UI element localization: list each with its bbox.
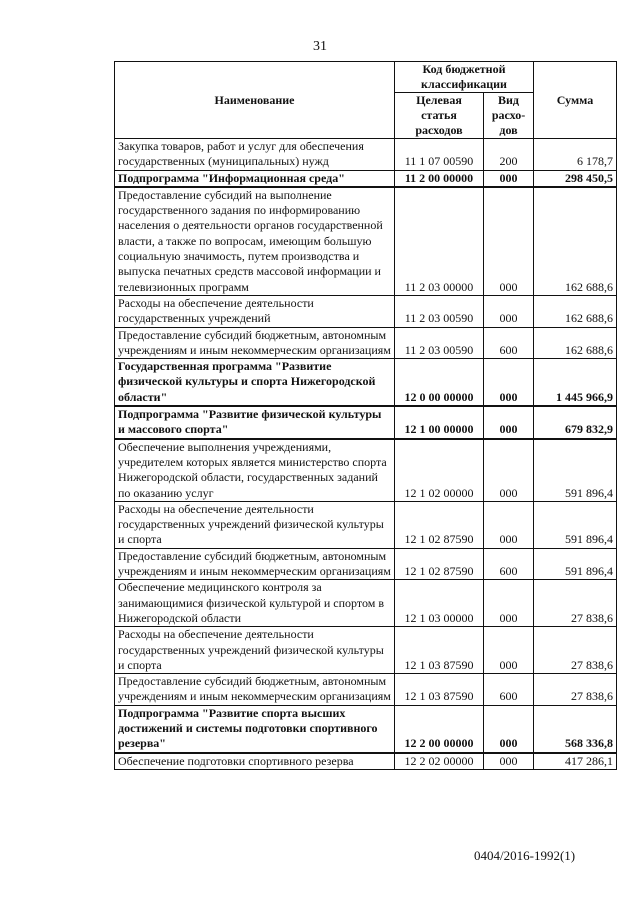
row-sum-cell: 162 688,6 xyxy=(534,187,617,296)
row-sum-cell: 162 688,6 xyxy=(534,295,617,327)
row-sum-cell: 27 838,6 xyxy=(534,674,617,706)
table-row xyxy=(115,406,617,439)
page-number: 31 xyxy=(313,39,327,54)
header-name: Наименование xyxy=(115,62,395,139)
row-code-cell: 11 2 00 00000 xyxy=(395,170,484,187)
row-type-cell: 200 xyxy=(484,139,534,171)
row-type-cell: 000 xyxy=(484,170,534,187)
table-row xyxy=(115,295,617,327)
table-row xyxy=(115,327,617,359)
row-name-cell: Предоставление субсидий бюджетным, автономным учреждениям и иным некоммерческим организациям xyxy=(115,674,395,706)
row-name-cell: Подпрограмма "Информационная среда" xyxy=(115,170,395,187)
row-code-cell: 11 2 03 00000 xyxy=(395,187,484,296)
row-sum-cell: 591 896,4 xyxy=(534,548,617,580)
header-type: Вид расхо-дов xyxy=(484,93,534,139)
row-code-cell: 12 2 00 00000 xyxy=(395,705,484,752)
row-type-cell: 600 xyxy=(484,327,534,359)
table-row xyxy=(115,501,617,548)
row-sum-cell: 1 445 966,9 xyxy=(534,359,617,406)
row-sum-cell: 298 450,5 xyxy=(534,170,617,187)
table-row xyxy=(115,170,617,187)
row-type-cell: 000 xyxy=(484,705,534,752)
table-body xyxy=(115,139,617,770)
row-sum-cell: 162 688,6 xyxy=(534,327,617,359)
table-row xyxy=(115,359,617,406)
row-code-cell: 11 2 03 00590 xyxy=(395,295,484,327)
row-name-cell: Расходы на обеспечение деятельности государственных учреждений физической культуры и спорта xyxy=(115,501,395,548)
table-row xyxy=(115,674,617,706)
table-row xyxy=(115,139,617,171)
row-sum-cell: 591 896,4 xyxy=(534,439,617,502)
row-sum-cell: 27 838,6 xyxy=(534,580,617,627)
table-row xyxy=(115,439,617,502)
table-row xyxy=(115,580,617,627)
row-name-cell: Предоставление субсидий бюджетным, автономным учреждениям и иным некоммерческим организациям xyxy=(115,327,395,359)
row-name-cell: Обеспечение выполнения учреждениями, учредителем которых является министерство спорта Нижегородской области, государственных заданий по оказанию услуг xyxy=(115,439,395,502)
row-name-cell: Предоставление субсидий бюджетным, автономным учреждениям и иным некоммерческим организациям xyxy=(115,548,395,580)
row-code-cell: 12 1 03 87590 xyxy=(395,627,484,674)
row-type-cell: 000 xyxy=(484,295,534,327)
row-name-cell: Подпрограмма "Развитие физической культуры и массового спорта" xyxy=(115,406,395,439)
row-type-cell: 000 xyxy=(484,753,534,770)
row-code-cell: 12 1 03 87590 xyxy=(395,674,484,706)
table-header-row xyxy=(115,62,617,93)
row-code-cell: 12 1 02 87590 xyxy=(395,548,484,580)
row-sum-cell: 417 286,1 xyxy=(534,753,617,770)
row-name-cell: Подпрограмма "Развитие спорта высших достижений и системы подготовки спортивного резерва" xyxy=(115,705,395,752)
table-row xyxy=(115,627,617,674)
row-type-cell: 600 xyxy=(484,674,534,706)
row-type-cell: 000 xyxy=(484,580,534,627)
row-name-cell: Предоставление субсидий на выполнение государственного задания по информированию населения о деятельности органов государственной власти, а также по вопросам, имеющим большую социальную значимость, путем производства и выпуска печатных средств массовой информации и телевизионных программ xyxy=(115,187,395,296)
row-code-cell: 11 2 03 00590 xyxy=(395,327,484,359)
row-sum-cell: 591 896,4 xyxy=(534,501,617,548)
table-row xyxy=(115,705,617,752)
row-type-cell: 000 xyxy=(484,627,534,674)
row-code-cell: 12 1 02 00000 xyxy=(395,439,484,502)
row-name-cell: Обеспечение подготовки спортивного резерва xyxy=(115,753,395,770)
row-code-cell: 12 1 00 00000 xyxy=(395,406,484,439)
table-row xyxy=(115,187,617,296)
row-name-cell: Расходы на обеспечение деятельности государственных учреждений физической культуры и спорта xyxy=(115,627,395,674)
row-code-cell: 12 1 03 00000 xyxy=(395,580,484,627)
header-sum: Сумма xyxy=(534,62,617,139)
table-row xyxy=(115,753,617,770)
row-name-cell: Государственная программа "Развитие физической культуры и спорта Нижегородской области" xyxy=(115,359,395,406)
row-sum-cell: 27 838,6 xyxy=(534,627,617,674)
row-type-cell: 000 xyxy=(484,501,534,548)
row-sum-cell: 679 832,9 xyxy=(534,406,617,439)
row-sum-cell: 6 178,7 xyxy=(534,139,617,171)
header-target: Целевая статья расходов xyxy=(395,93,484,139)
document-code: 0404/2016-1992(1) xyxy=(474,848,576,863)
row-type-cell: 000 xyxy=(484,439,534,502)
header-code-group: Код бюджетной классификации xyxy=(395,62,534,93)
row-type-cell: 000 xyxy=(484,187,534,296)
row-code-cell: 12 1 02 87590 xyxy=(395,501,484,548)
row-sum-cell: 568 336,8 xyxy=(534,705,617,752)
row-code-cell: 11 1 07 00590 xyxy=(395,139,484,171)
row-name-cell: Обеспечение медицинского контроля за занимающимися физической культурой и спортом в Нижегородской области xyxy=(115,580,395,627)
row-name-cell: Расходы на обеспечение деятельности государственных учреждений xyxy=(115,295,395,327)
row-type-cell: 000 xyxy=(484,406,534,439)
row-type-cell: 000 xyxy=(484,359,534,406)
row-code-cell: 12 2 02 00000 xyxy=(395,753,484,770)
table-row xyxy=(115,548,617,580)
row-name-cell: Закупка товаров, работ и услуг для обеспечения государственных (муниципальных) нужд xyxy=(115,139,395,171)
row-code-cell: 12 0 00 00000 xyxy=(395,359,484,406)
budget-table xyxy=(114,61,617,770)
row-type-cell: 600 xyxy=(484,548,534,580)
